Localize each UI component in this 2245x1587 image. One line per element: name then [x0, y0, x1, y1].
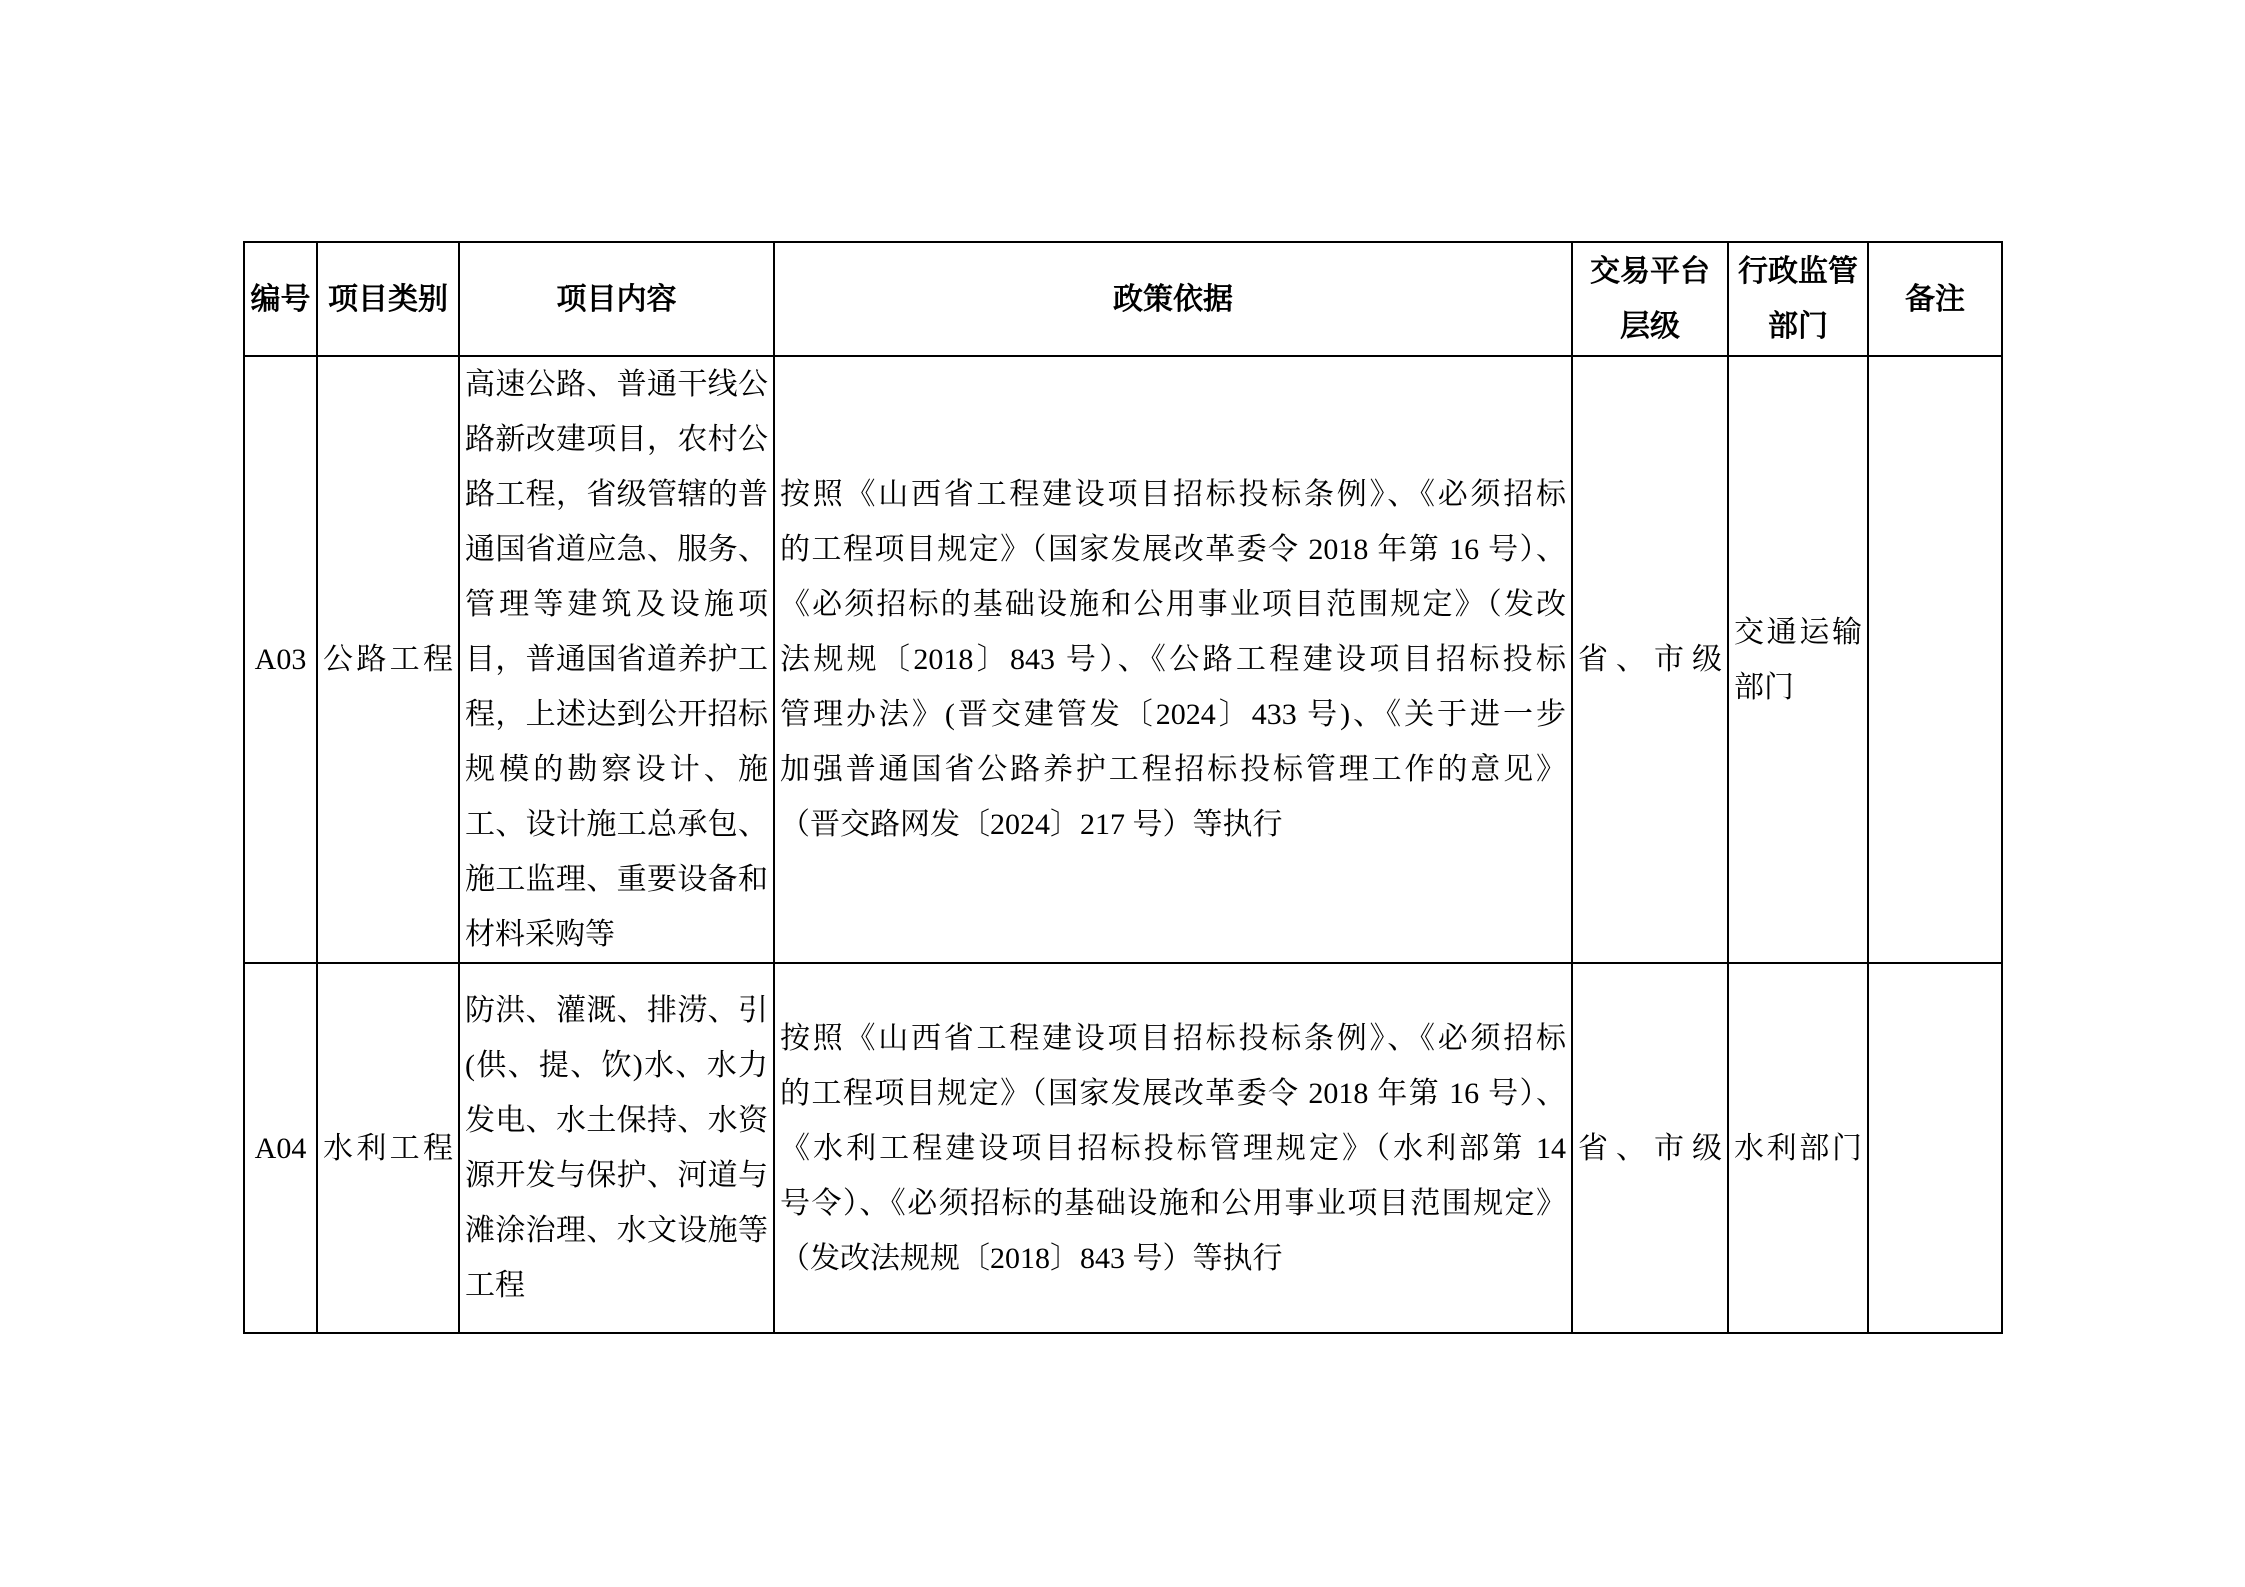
cell-a03-content: 高速公路、普通干线公 路新改建项目，农村公 路工程，省级管辖的普 通国省道应急、服务、 管理等建筑及设施项 目，普通国省道养护工 程，上述达到公开招标 规模的勘察设计、施 工、设计施工总承包、 施工监理、重要设备和 材料采购等: [459, 356, 774, 963]
header-cell-id: 编号: [244, 242, 317, 356]
table-row-a03: [244, 356, 2002, 963]
cell-a03-platform: 省、市级: [1572, 356, 1728, 963]
cell-a04-remark: [1868, 963, 2002, 1333]
table-row-a04: [244, 963, 2002, 1333]
cell-a04-content: 防洪、灌溉、排涝、引 (供、提、饮)水、水力 发电、水土保持、水资 源开发与保护、河道与 滩涂治理、水文设施等 工程: [459, 963, 774, 1333]
header-cell-category: 项目类别: [317, 242, 459, 356]
header-cell-regulator: 行政监管 部门: [1728, 242, 1868, 356]
cell-a04-policy: 按照《山西省工程建设项目招标投标条例》、《必须招标 的工程项目规定》（国家发展改革委令 2018 年第 16 号）、 《水利工程建设项目招标投标管理规定》（水利部第 14 号令）、《必须招标的基础设施和公用事业项目范围规定》 （发改法规规〔2018〕843 号）等执行: [774, 963, 1572, 1333]
project-category-table: [243, 241, 2003, 1334]
cell-a03-id: A03: [244, 356, 317, 963]
cell-a03-category: 公路工程: [317, 356, 459, 963]
cell-a04-category: 水利工程: [317, 963, 459, 1333]
header-cell-policy: 政策依据: [774, 242, 1572, 356]
header-cell-content: 项目内容: [459, 242, 774, 356]
cell-a04-regulator: 水利部门: [1728, 963, 1868, 1333]
cell-a04-id: A04: [244, 963, 317, 1333]
cell-a03-remark: [1868, 356, 2002, 963]
cell-a03-policy: 按照《山西省工程建设项目招标投标条例》、《必须招标 的工程项目规定》（国家发展改革委令 2018 年第 16 号）、 《必须招标的基础设施和公用事业项目范围规定》（发改 法规规〔2018〕843 号）、《公路工程建设项目招标投标 管理办法》(晋交建管发〔2024〕433 号)、《关于进一步 加强普通国省公路养护工程招标投标管理工作的意见》 （晋交路网发〔2024〕217 号）等执行: [774, 356, 1572, 963]
table-header-row: [244, 242, 2002, 356]
header-cell-platform: 交易平台 层级: [1572, 242, 1728, 356]
header-cell-remark: 备注: [1868, 242, 2002, 356]
cell-a03-regulator: 交通运输 部门: [1728, 356, 1868, 963]
cell-a04-platform: 省、市级: [1572, 963, 1728, 1333]
